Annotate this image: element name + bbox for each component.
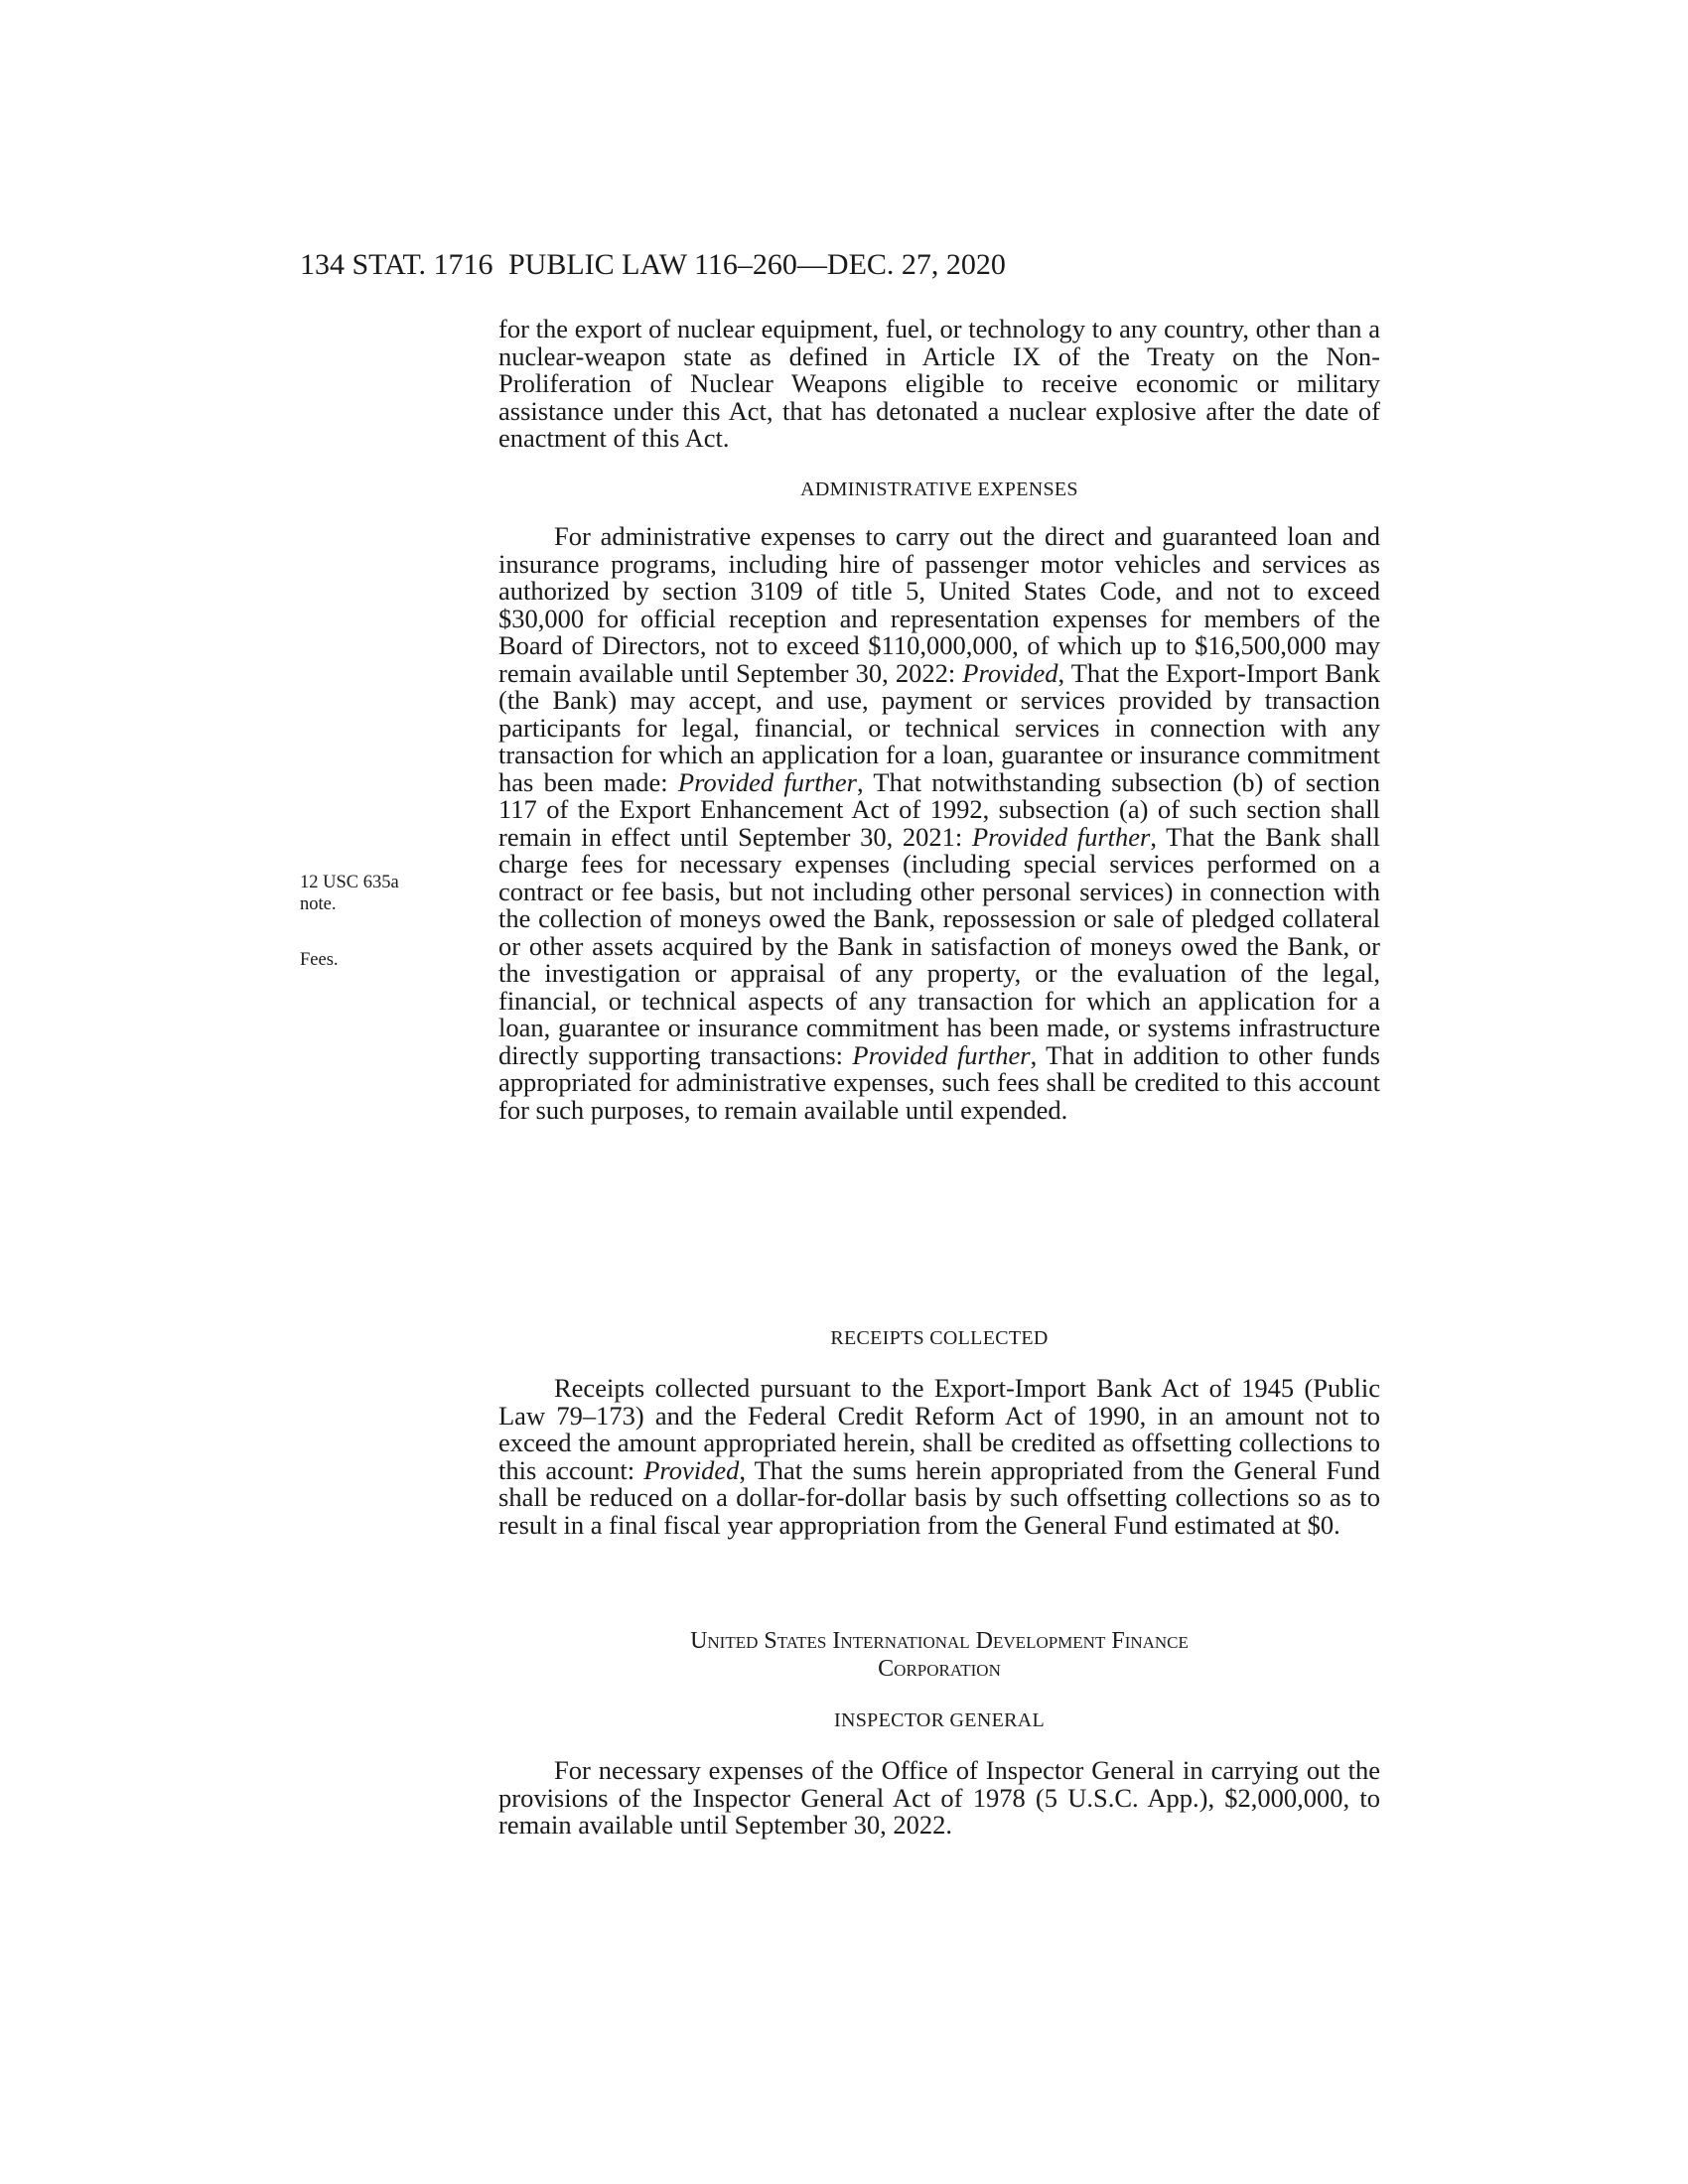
- opening-paragraph: [498, 316, 1380, 453]
- heading-administrative-expenses: ADMINISTRATIVE EXPENSES: [800, 478, 1078, 500]
- proviso-italic: Provided: [962, 657, 1058, 688]
- page-header: [300, 248, 1372, 288]
- receipts-collected-paragraph: [498, 1375, 1380, 1539]
- margin-note-usc: 12 USC 635a note.: [300, 873, 399, 914]
- proviso-italic: Provided further: [677, 766, 857, 797]
- heading-receipts-collected: RECEIPTS COLLECTED: [830, 1327, 1049, 1349]
- proviso-italic: Provided: [643, 1454, 740, 1485]
- administrative-expenses-paragraph: [498, 523, 1380, 1124]
- paragraph-text: , That notwithstanding subsection (b) of section 117 of the Export Enhancement Act of 1992, subsection (a) of such section shall remain in effect until September 30, 2021:: [498, 766, 1380, 852]
- paragraph-text: , That the sums herein appropriated from the General Fund shall be reduced on a dollar-for-dollar basis by such offsetting collections so as to result in a final fiscal year appropriation from the General Fund estimated at $0.: [498, 1454, 1380, 1540]
- paragraph-text: Receipts collected pursuant to the Export-Import Bank Act of 1945 (Public Law 79–173) and the Federal Credit Reform Act of 1990, in an amount not to exceed the amount appropriated herein, shall be credited as offsetting collections to this account:: [498, 1373, 1380, 1485]
- paragraph-text: For administrative expenses to carry out the direct and guaranteed loan and insurance programs, including hire of passenger motor vehicles and services as authorized by section 3109 of title 5, United States Code, and not to exceed $30,000 for official reception and representation expenses for members of the Board of Directors, not to exceed $110,000,000, of which up to $16,500,000 may remain available until September 30, 2022:: [498, 521, 1380, 688]
- paragraph-text: For necessary expenses of the Office of Inspector General in carrying out the provisions of the Inspector General Act of 1978 (5 U.S.C. App.), $2,000,000, to remain available until September 30, 2022.: [498, 1755, 1380, 1840]
- paragraph-text: , That the Export-Import Bank (the Bank) may accept, and use, payment or services provided by transaction participants for legal, financial, or technical services in connection with any transaction for which an application for a loan, guarantee or insurance commitment has been made:: [498, 657, 1381, 797]
- paragraph-text: for the export of nuclear equipment, fuel, or technology to any country, other than a nuclear-weapon state as defined in Article IX of the Treaty on the Non-Proliferation of Nuclear Weapons eligible to receive economic or military assistance under this Act, that has detonated a nuclear explosive after the date of enactment of this Act.: [498, 314, 1380, 453]
- proviso-italic: Provided further: [852, 1039, 1031, 1070]
- heading-inspector-general: INSPECTOR GENERAL: [834, 1709, 1045, 1731]
- margin-note-fees: Fees.: [300, 950, 339, 970]
- paragraph-text: , That the Bank shall charge fees for necessary expenses (including special services performed on a contract or fee basis, but not including other personal services) in connection with the collection of moneys owed the Bank, repossession or sale of pledged collateral or other assets acquired by the Bank in satisfaction of moneys owed the Bank, or the investigation or appraisal of any property, or the evaluation of the legal, financial, or technical aspects of any transaction for which an application for a loan, guarantee or insurance commitment has been made, or systems infrastructure directly supporting transactions:: [498, 821, 1381, 1070]
- inspector-general-paragraph: [498, 1757, 1380, 1840]
- paragraph-text: , That in addition to other funds appropriated for administrative expenses, such fees shall be credited to this account for such purposes, to remain available until expended.: [498, 1039, 1380, 1125]
- statute-page-number: 134 STAT. 1716: [300, 248, 493, 281]
- public-law-citation: PUBLIC LAW 116–260—DEC. 27, 2020: [508, 248, 1006, 281]
- proviso-italic: Provided further: [971, 821, 1151, 852]
- heading-dfc: United States International Development Finance Corporation: [690, 1628, 1189, 1682]
